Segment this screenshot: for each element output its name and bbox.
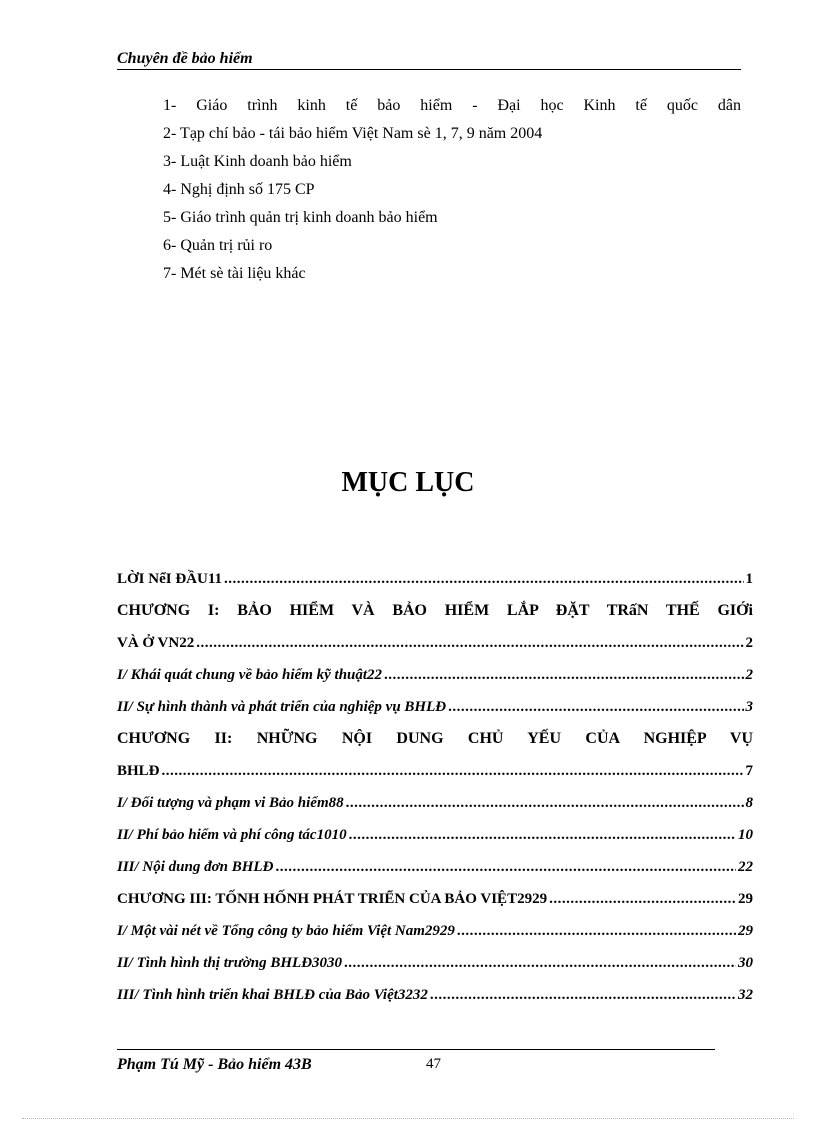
header-title: Chuyên đề bảo hiểm <box>117 50 253 67</box>
dot-leader <box>162 755 744 787</box>
toc-entry-page: 2 <box>745 667 753 683</box>
reference-item: 7- Mét sè tài liệu khác <box>163 265 306 282</box>
toc-entry-page: 2 <box>745 635 753 651</box>
toc-entry-page: 29 <box>738 923 753 939</box>
toc-entry[interactable] <box>117 659 753 691</box>
page-bottom-border <box>22 1118 794 1119</box>
toc-entry[interactable] <box>117 851 753 883</box>
footer-author: Phạm Tú Mỹ - Bảo hiểm 43B <box>117 1056 312 1073</box>
toc-entry-page: 22 <box>738 859 753 875</box>
toc-entry[interactable] <box>117 947 753 979</box>
toc-entry[interactable] <box>117 883 753 915</box>
table-of-contents <box>117 563 753 1011</box>
reference-item: 1- Giáo trình kinh tế bảo hiểm - Đại học Kinh tế quốc dân <box>163 97 741 114</box>
toc-entry-text: I/ Một vài nét về Tổng công ty bảo hiểm Việt Nam2929 <box>117 923 455 939</box>
reference-item: 2- Tạp chí bảo - tái bảo hiểm Việt Nam sè 1, 7, 9 năm 2004 <box>163 125 543 142</box>
toc-entry-page: 8 <box>745 795 753 811</box>
toc-entry-page: 10 <box>738 827 753 843</box>
reference-item: 3- Luật Kinh doanh bảo hiểm <box>163 153 352 170</box>
reference-item: 6- Quản trị rủi ro <box>163 237 273 254</box>
reference-item: 4- Nghị định số 175 CP <box>163 181 315 198</box>
toc-entry-page: 32 <box>738 987 753 1003</box>
toc-entry-page: 3 <box>745 699 753 715</box>
toc-entry-text: BHLĐ <box>117 763 160 779</box>
reference-item: 5- Giáo trình quản trị kinh doanh bảo hiểm <box>163 209 438 226</box>
toc-entry[interactable] <box>117 979 753 1011</box>
toc-title: MỤC LỤC <box>341 467 475 498</box>
toc-entry-text: III/ Nội dung đơn BHLĐ <box>117 859 274 875</box>
toc-entry-page: 1 <box>745 571 753 587</box>
toc-entry-text: I/ Khái quát chung về bảo hiểm kỹ thuật22 <box>117 667 383 683</box>
dot-leader <box>384 659 743 691</box>
dot-leader <box>196 627 743 659</box>
toc-entry[interactable] <box>117 691 753 723</box>
page-footer <box>117 1049 715 1074</box>
toc-entry[interactable] <box>117 819 753 851</box>
toc-entry-text: II/ Tình hình thị trường BHLĐ3030 <box>117 955 343 971</box>
toc-entry[interactable] <box>117 563 753 595</box>
toc-entry-text: I/ Đối tượng và phạm vi Bảo hiểm88 <box>117 795 344 811</box>
toc-entry-text: II/ Sự hình thành và phát triển của nghiệp vụ BHLĐ <box>117 699 447 715</box>
toc-entry[interactable] <box>117 787 753 819</box>
dot-leader <box>349 819 736 851</box>
toc-entry[interactable] <box>117 915 753 947</box>
page-number: 47 <box>426 1056 441 1072</box>
dot-leader <box>549 883 736 915</box>
toc-entry-page: 7 <box>745 763 753 779</box>
dot-leader <box>275 851 736 883</box>
dot-leader <box>224 563 743 595</box>
toc-entry-text: III/ Tình hình triển khai BHLĐ của Bảo Việt3232 <box>117 987 428 1003</box>
dot-leader <box>346 787 744 819</box>
toc-entry-text: CHƯƠNG III: TỐNH HỐNH PHÁT TRIỂN CỦA BẢO VIỆT2929 <box>117 891 548 907</box>
toc-entry-heading: CHƯƠNG I: BẢO HIỂM VÀ BẢO HIỂM LẮP ĐẶT TRấN THẾ GIỚi <box>117 602 753 619</box>
dot-leader <box>457 915 736 947</box>
toc-entry-page: 30 <box>738 955 753 971</box>
toc-entry-text: LỜI NểI ĐẦU11 <box>117 571 223 587</box>
toc-entry-heading: CHƯƠNG II: NHỮNG NỘI DUNG CHỦ YẾU CỦA NGHIỆP VỤ <box>117 730 753 747</box>
dot-leader <box>344 947 736 979</box>
toc-entry-text: II/ Phí bảo hiểm và phí công tác1010 <box>117 827 347 843</box>
toc-entry-text: VÀ Ở VN22 <box>117 635 195 651</box>
toc-entry-page: 29 <box>738 891 753 907</box>
dot-leader <box>448 691 743 723</box>
reference-list <box>163 96 741 292</box>
page-header <box>117 50 741 70</box>
toc-entry[interactable] <box>117 723 753 787</box>
toc-entry[interactable] <box>117 595 753 659</box>
dot-leader <box>430 979 736 1011</box>
